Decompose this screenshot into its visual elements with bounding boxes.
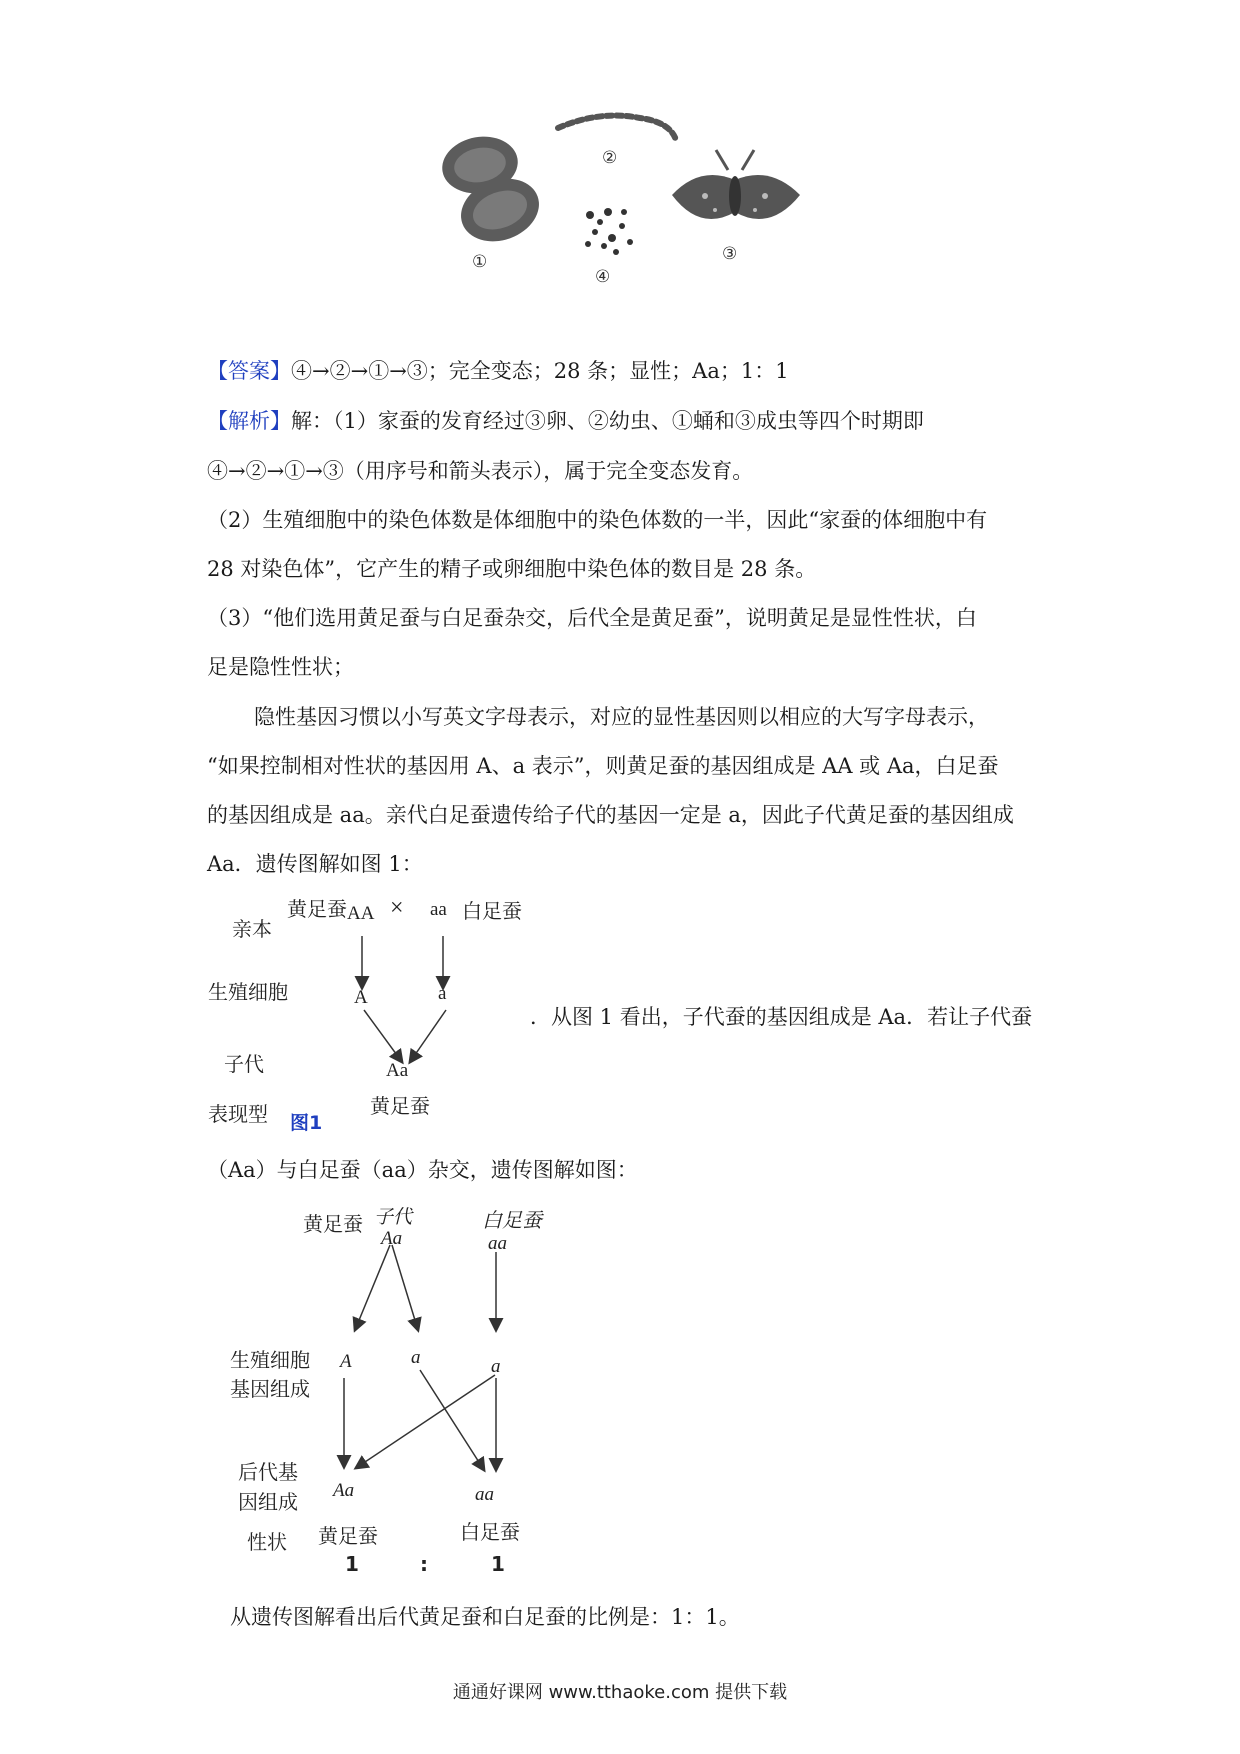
analysis-line-2: ④→②→①→③（用序号和箭头表示），属于完全变态发育。 [207,459,754,483]
fig1-caption: 图1 [290,1112,323,1134]
answer-text: ④→②→①→③；完全变态；28 条；显性；Aa；1：1 [291,359,789,383]
fig2-trait-2: 白足蚕 [460,1520,520,1544]
fig1-cross: × [390,895,404,921]
fig2-parent-right-gene: aa [488,1233,507,1254]
fig1-row-offspring: 子代 [224,1052,264,1076]
fig2-ratio-right: 1 [491,1552,505,1576]
fig1-parent-left-gene: AA [347,903,375,924]
label-3: ③ [722,244,738,264]
analysis-line-3: （2）生殖细胞中的染色体数是体细胞中的染色体数的一半，因此“家蚕的体细胞中有 [207,508,988,532]
analysis-tag: 【解析】 [207,409,291,433]
fig1-row-parent: 亲本 [232,917,272,941]
analysis-line-11: （Aa）与白足蚕（aa）杂交，遗传图解如图： [207,1158,638,1182]
fig2-parent-right-name: 白足蚕 [482,1208,542,1232]
fig2-row-offspring-1: 后代基 [238,1460,298,1484]
fig2-offspring-2: aa [475,1484,494,1505]
fig1-gamete-right: a [438,983,447,1004]
fig2-parent-left-gene: Aa [381,1228,403,1249]
label-2: ② [602,148,618,168]
fig2-offspring-1: Aa [333,1480,355,1501]
fig1-parent-left-name: 黄足蚕 [287,897,347,921]
fig2-row-gamete-1: 生殖细胞 [230,1348,310,1372]
fig2-row-trait: 性状 [247,1530,287,1554]
fig2-gamete-3: a [491,1356,501,1377]
fig2-parent-left-name: 黄足蚕 [303,1212,363,1236]
analysis-line-6: 足是隐性性状； [207,655,354,679]
fig1-offspring-gene: Aa [386,1060,409,1081]
fig2-gamete-2: a [411,1347,421,1368]
analysis-line-9: 的基因组成是 aa。亲代白足蚕遗传给子代的基因一定是 a，因此子代黄足蚕的基因组成 [207,803,1014,827]
fig1-row-phenotype: 表现型 [208,1102,268,1126]
conclusion-line: 从遗传图解看出后代黄足蚕和白足蚕的比例是：1：1。 [230,1605,740,1629]
fig1-parent-right-gene: aa [430,899,447,920]
analysis-text-1: 解：（1）家蚕的发育经过③卵、②幼虫、①蛹和③成虫等四个时期即 [291,409,924,433]
fig2-trait-1: 黄足蚕 [318,1524,378,1548]
analysis-line-5: （3）“他们选用黄足蚕与白足蚕杂交，后代全是黄足蚕”，说明黄足是显性性状，白 [207,606,977,630]
fig2-ratio-sep: : [420,1552,428,1576]
label-1: ① [472,252,488,272]
label-4: ④ [595,267,611,287]
analysis-inline-after-fig1: ．从图 1 看出，子代蚕的基因组成是 Aa．若让子代蚕 [530,1005,1033,1029]
fig2-row-offspring-2: 因组成 [238,1490,298,1514]
answer-tag: 【答案】 [207,359,291,383]
fig2-row-gamete-2: 基因组成 [230,1377,310,1401]
fig2-ratio-left: 1 [345,1552,359,1576]
fig1-parent-right-name: 白足蚕 [462,899,522,923]
analysis-line-7: 隐性基因习惯以小写英文字母表示，对应的显性基因则以相应的大写字母表示， [254,705,989,729]
fig1-row-gamete: 生殖细胞 [208,980,288,1004]
analysis-line-4: 28 对染色体”，它产生的精子或卵细胞中染色体的数目是 28 条。 [207,557,817,581]
fig2-gamete-1: A [340,1351,352,1372]
fig1-gamete-left: A [354,987,368,1008]
footer-text: 通通好课网 www.tthaoke.com 提供下载 [452,1682,788,1703]
fig2-parent-left-sub: 子代 [374,1206,413,1228]
fig1-offspring-phenotype: 黄足蚕 [370,1094,430,1118]
analysis-line-8: “如果控制相对性状的基因用 A、a 表示”，则黄足蚕的基因组成是 AA 或 Aa，白足蚕 [207,754,999,778]
analysis-line-10: Aa．遗传图解如图 1： [207,852,423,876]
